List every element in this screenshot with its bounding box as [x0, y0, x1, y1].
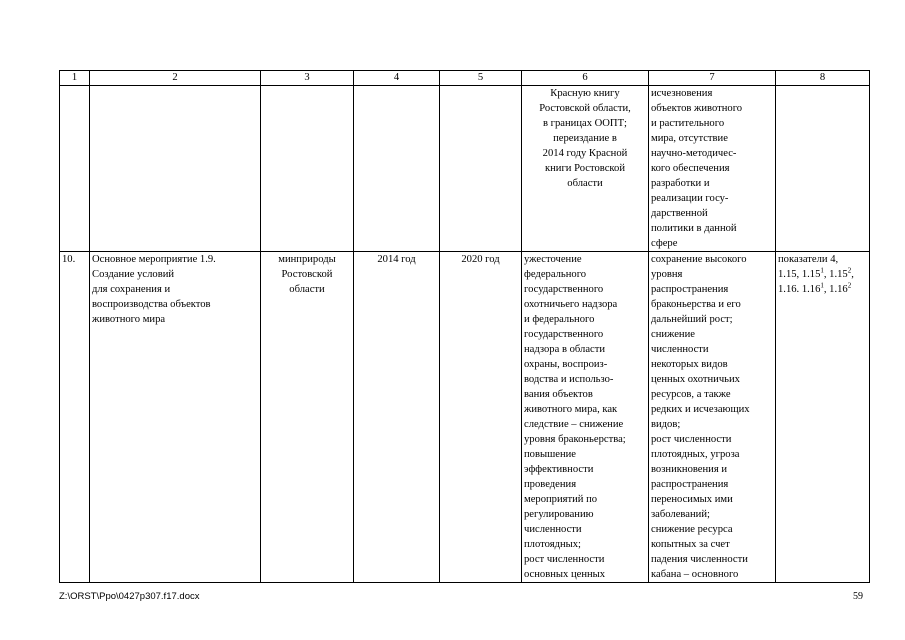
- row-number: 10.: [60, 252, 90, 583]
- table-row-continuation: [60, 86, 870, 252]
- activity-name-cell: Основное мероприятие 1.9. Создание условий для сохранения и воспроизводства объектов животного мира: [90, 252, 261, 583]
- start-year-cell: 2014 год: [354, 252, 440, 583]
- indicators-prefix: показатели 4,: [778, 254, 839, 265]
- indicator-superscript: 2: [847, 281, 852, 290]
- end-year-cell: 2020 год: [440, 252, 522, 583]
- table-cell: [90, 86, 261, 252]
- col-header-6: 6: [522, 71, 649, 86]
- table-cell: [776, 86, 870, 252]
- indicator-text: 1.15, 1.15: [778, 269, 821, 280]
- expected-result-cell: Красную книгу Ростовской области, в границах ООПТ; переиздание в 2014 году Красной книги Ростовской области: [522, 86, 649, 252]
- table-row-10: [60, 252, 870, 583]
- program-table: [59, 70, 870, 583]
- table-cell: [440, 86, 522, 252]
- page-number: 59: [853, 591, 863, 602]
- file-path: Z:\ORST\Ppo\0427p307.f17.docx: [59, 591, 200, 602]
- expected-result-cell: ужесточение федерального государственного охотничьего надзора и федерального государственного надзора в области охраны, воспроиз- водства и использо- вания объектов животного мира, как следствие – снижение уровня браконьерства; повышение эффективности проведения мероприятий по регулированию численности плотоядных; рост численности основных ценных: [522, 252, 649, 583]
- consequences-cell: сохранение высокого уровня распространения браконьерства и его дальнейший рост; снижение численности некоторых видов ценных охотничьих ресурсов, а также редких и исчезающих видов; рост численности плотоядных, угроза возникновения и распространения переносимых ими заболеваний; снижение ресурса копытных за счет падения численности кабана – основного: [649, 252, 776, 583]
- column-number-header-row: [60, 71, 870, 86]
- col-header-2: 2: [90, 71, 261, 86]
- indicator-superscript: 2: [847, 266, 852, 275]
- col-header-1: 1: [60, 71, 90, 86]
- indicator-superscript: 1: [820, 281, 824, 290]
- indicator-text: 1.16. 1.16: [778, 284, 821, 295]
- col-header-5: 5: [440, 71, 522, 86]
- col-header-8: 8: [776, 71, 870, 86]
- col-header-3: 3: [261, 71, 354, 86]
- indicator-text: ,: [851, 269, 854, 280]
- indicators-cell: [776, 252, 870, 583]
- col-header-4: 4: [354, 71, 440, 86]
- indicator-superscript: 1: [820, 266, 824, 275]
- consequences-cell: исчезновения объектов животного и растительного мира, отсутствие научно-методичес- кого обеспечения разработки и реализации госу- дарственной политики в данной сфере: [649, 86, 776, 252]
- indicator-text: , 1.16: [823, 284, 848, 295]
- table-cell: [354, 86, 440, 252]
- executor-cell: минприроды Ростовской области: [261, 252, 354, 583]
- col-header-7: 7: [649, 71, 776, 86]
- table-cell: [60, 86, 90, 252]
- table-cell: [261, 86, 354, 252]
- indicator-text: , 1.15: [823, 269, 848, 280]
